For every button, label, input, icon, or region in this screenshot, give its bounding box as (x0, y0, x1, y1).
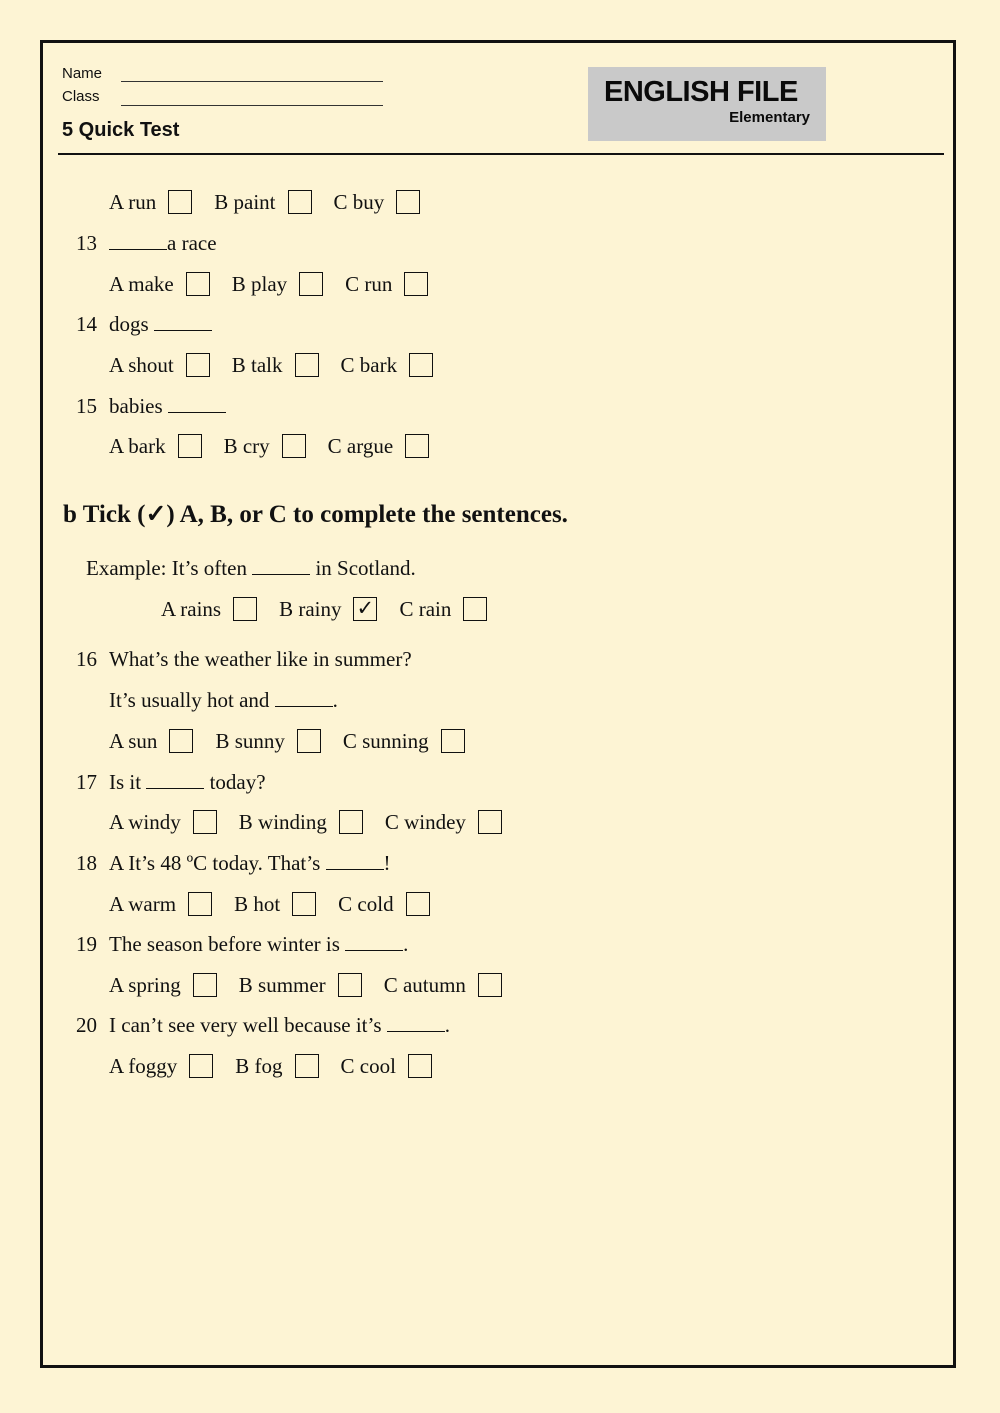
class-line (121, 105, 383, 106)
option-label: A sun (109, 729, 158, 753)
answer-blank (154, 311, 212, 331)
option-label: C bark (340, 353, 398, 377)
q16-prompt-line2 (109, 687, 338, 713)
q16-options (109, 728, 487, 754)
option-label: B hot (234, 892, 281, 916)
option-label: C cold (338, 892, 394, 916)
option-label: B cry (223, 434, 270, 458)
answer-blank (275, 687, 333, 707)
option-label: B fog (235, 1054, 283, 1078)
option-label: A warm (109, 892, 177, 916)
class-label: Class (62, 88, 100, 105)
option-label: A shout (109, 353, 174, 377)
option-label: A bark (109, 434, 166, 458)
checkbox[interactable] (288, 190, 312, 214)
section-b-title: b Tick (✓) A, B, or C to complete the sentences. (63, 501, 568, 528)
option-label: A windy (109, 810, 181, 834)
logo-title: ENGLISH FILE (604, 76, 798, 108)
checkbox[interactable] (282, 434, 306, 458)
checkbox[interactable] (169, 729, 193, 753)
option-label: B summer (238, 973, 326, 997)
checkbox[interactable] (478, 973, 502, 997)
question-number: 19 (76, 932, 97, 956)
answer-blank (387, 1012, 445, 1032)
checkbox[interactable] (478, 810, 502, 834)
q14-options (109, 352, 455, 378)
checkbox[interactable] (188, 892, 212, 916)
checkbox[interactable] (186, 353, 210, 377)
question-number: 17 (76, 770, 97, 794)
checkbox[interactable] (405, 434, 429, 458)
checkbox[interactable] (338, 973, 362, 997)
question-text-after: . (403, 932, 409, 956)
checkbox[interactable] (295, 1054, 319, 1078)
example-text-after: in Scotland. (310, 556, 416, 580)
example-options (161, 596, 509, 622)
q20-prompt (76, 1012, 450, 1038)
checkbox[interactable] (168, 190, 192, 214)
checkbox[interactable] (295, 353, 319, 377)
question-text: Is it (109, 770, 147, 794)
q14-prompt (76, 311, 212, 337)
option-label: B winding (238, 810, 327, 834)
option-label: C autumn (383, 973, 466, 997)
example-text: Example: It’s often (86, 556, 253, 580)
q19-options (109, 972, 524, 998)
q20-options (109, 1053, 454, 1079)
option-label: A rains (161, 597, 222, 621)
checkbox[interactable] (233, 597, 257, 621)
question-text-after: ! (383, 851, 391, 875)
checkbox[interactable] (299, 272, 323, 296)
option-label: A foggy (109, 1054, 178, 1078)
option-label: A spring (109, 973, 181, 997)
q16-prompt (76, 646, 412, 672)
question-text: babies (109, 394, 168, 418)
q13-prompt (76, 230, 217, 256)
checkbox[interactable] (339, 810, 363, 834)
question-text-after: . (332, 688, 338, 712)
option-label: C cool (340, 1054, 396, 1078)
question-text: It’s usually hot and (109, 688, 275, 712)
checkbox[interactable] (463, 597, 487, 621)
question-number: 14 (76, 312, 97, 336)
checkbox[interactable] (178, 434, 202, 458)
option-label: C run (345, 272, 393, 296)
question-text: a race (167, 231, 217, 255)
option-label: B paint (214, 190, 276, 214)
english-file-logo (588, 67, 826, 141)
q13-options (109, 271, 450, 297)
checkbox[interactable] (189, 1054, 213, 1078)
q15-options (109, 433, 451, 459)
worksheet (40, 40, 956, 1368)
option-label: B play (231, 272, 288, 296)
answer-blank (252, 555, 310, 575)
answer-blank (146, 769, 204, 789)
q18-options (109, 891, 452, 917)
checkbox[interactable] (441, 729, 465, 753)
name-line (121, 81, 383, 82)
checkbox[interactable] (396, 190, 420, 214)
name-label: Name (62, 65, 103, 82)
header-rule (58, 153, 944, 155)
answer-blank (326, 850, 384, 870)
option-label: C buy (333, 190, 385, 214)
option-label: B talk (231, 353, 283, 377)
checkbox[interactable] (186, 272, 210, 296)
option-label: C rain (399, 597, 452, 621)
question-text-after: . (444, 1013, 450, 1037)
checkbox[interactable] (409, 353, 433, 377)
question-number: 18 (76, 851, 97, 875)
question-text-after: today? (204, 770, 266, 794)
answer-blank (345, 931, 403, 951)
option-label: A run (109, 190, 157, 214)
checkbox[interactable] (292, 892, 316, 916)
option-label: C windey (384, 810, 466, 834)
checkbox[interactable] (408, 1054, 432, 1078)
option-label: C sunning (342, 729, 429, 753)
question-text: The season before winter is (109, 932, 346, 956)
option-label: A make (109, 272, 174, 296)
question-text: What’s the weather like in summer? (109, 647, 412, 671)
question-text: I can’t see very well because it’s (109, 1013, 387, 1037)
checkbox[interactable] (406, 892, 430, 916)
answer-blank (109, 230, 167, 250)
option-label: C argue (327, 434, 394, 458)
question-number: 16 (76, 647, 97, 671)
checked-checkbox[interactable] (353, 597, 377, 621)
checkbox[interactable] (193, 973, 217, 997)
question-text: A It’s 48 ºC today. That’s (109, 851, 326, 875)
question-number: 15 (76, 394, 97, 418)
q17-options (109, 809, 524, 835)
option-label: B rainy (279, 597, 342, 621)
checkbox[interactable] (193, 810, 217, 834)
checkbox[interactable] (297, 729, 321, 753)
q15-prompt (76, 393, 226, 419)
q18-prompt (76, 850, 391, 876)
question-number: 13 (76, 231, 97, 255)
logo-subtitle: Elementary (729, 109, 810, 126)
example-prompt (86, 555, 416, 581)
q19-prompt (76, 931, 408, 957)
option-label: B sunny (215, 729, 285, 753)
q12-options (109, 189, 442, 215)
test-title: 5 Quick Test (62, 119, 180, 141)
question-text: dogs (109, 312, 154, 336)
q17-prompt (76, 769, 266, 795)
checkbox[interactable] (404, 272, 428, 296)
answer-blank (168, 393, 226, 413)
question-number: 20 (76, 1013, 97, 1037)
